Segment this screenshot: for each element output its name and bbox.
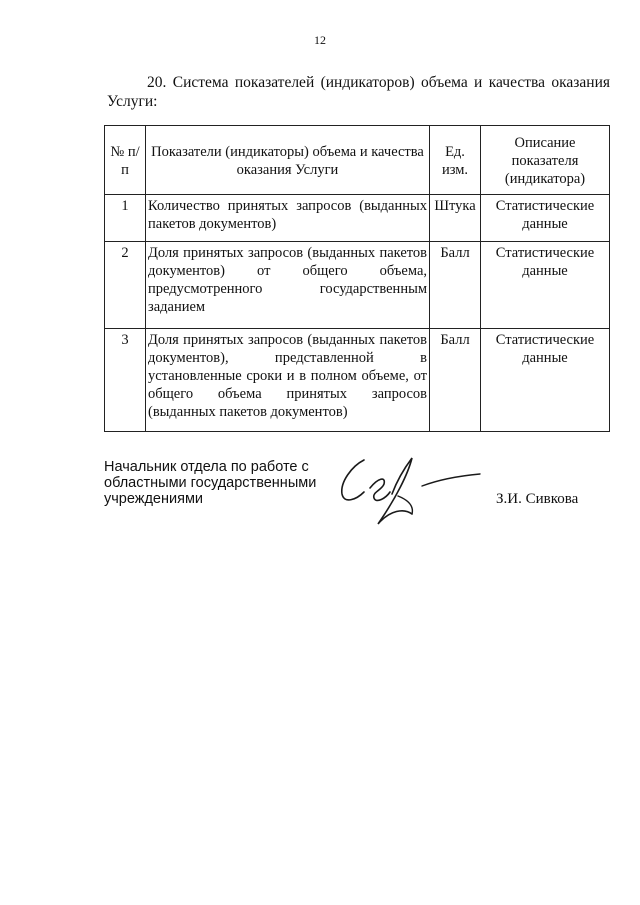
row-indicator: Доля принятых запросов (выданных пакетов документов), представленной в установленные сроки и в полном объеме, от общего объема принятых запросов (выданных пакетов документов) [146,329,430,432]
row-unit: Балл [430,329,481,432]
section-paragraph: 20. Система показателей (индикаторов) объема и качества оказания Услуги: [107,74,610,110]
row-num: 1 [105,195,146,242]
header-unit: Ед. изм. [430,126,481,195]
signer-name: З.И. Сивкова [496,491,579,507]
row-description: Статистические данные [481,195,610,242]
handwritten-signature [334,448,484,536]
header-num: № п/п [105,126,146,195]
row-num: 3 [105,329,146,432]
header-description: Описание показателя (индикатора) [481,126,610,195]
table-row [105,329,610,432]
row-description: Статистические данные [481,242,610,329]
row-indicator: Доля принятых запросов (выданных пакетов документов) от общего объема, предусмотренного государственным заданием [146,242,430,329]
row-description: Статистические данные [481,329,610,432]
row-num: 2 [105,242,146,329]
row-unit: Балл [430,242,481,329]
signer-position: Начальник отдела по работе с областными государственными учреждениями [104,459,317,507]
row-indicator: Количество принятых запросов (выданных пакетов документов) [146,195,430,242]
table-row [105,242,610,329]
page-number: 12 [314,33,326,47]
table-row [105,195,610,242]
table-header-row [105,126,610,195]
row-unit: Штука [430,195,481,242]
indicators-table [104,125,610,432]
header-indicator: Показатели (индикаторы) объема и качества оказания Услуги [146,126,430,195]
